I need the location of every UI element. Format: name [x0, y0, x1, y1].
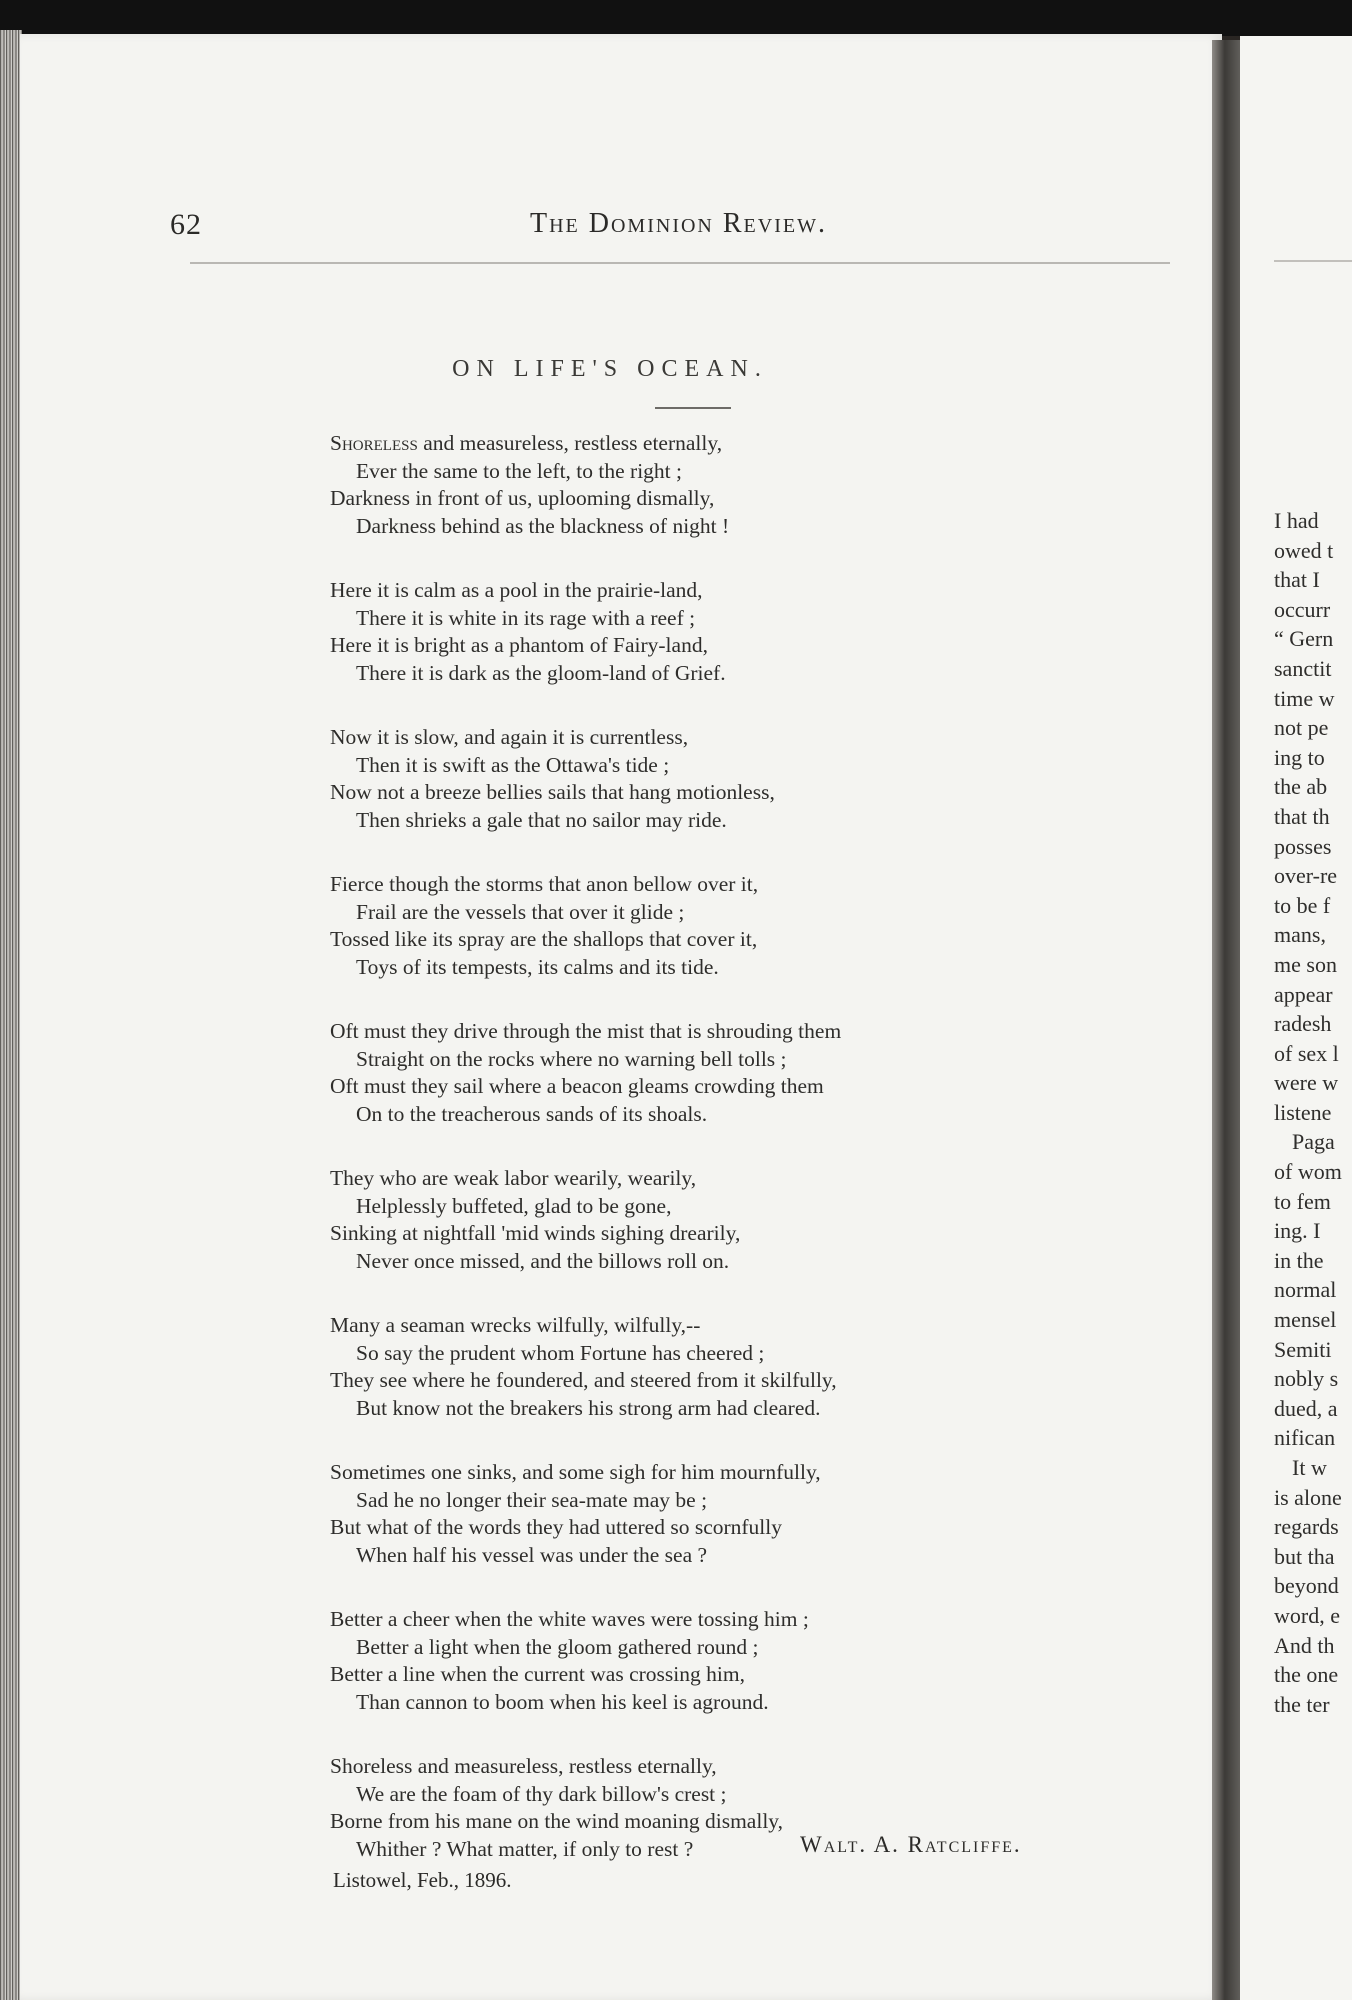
poem-line [330, 752, 1090, 780]
poem-line [330, 1514, 1090, 1542]
author-signature: Walt. A. Ratcliffe. [800, 1832, 1022, 1857]
poem-line [330, 430, 1090, 458]
small-caps-lead: Shoreless [330, 431, 418, 455]
line-text: Darkness behind as the blackness of night ! [356, 513, 730, 538]
line-text: Many a seaman wrecks wilfully, wilfully,-- [330, 1313, 701, 1337]
line-text: Toys of its tempests, its calms and its tide. [356, 954, 719, 979]
right-page-line: mensel [1274, 1307, 1337, 1333]
line-text: On to the treacherous sands of its shoals. [356, 1101, 708, 1126]
right-page-line: the ter [1274, 1691, 1330, 1717]
poem-line [330, 1367, 1090, 1395]
right-page-line: It w [1292, 1455, 1327, 1480]
header-rule [190, 262, 1170, 264]
right-page-line: appear [1274, 981, 1333, 1007]
right-page-line: of sex l [1274, 1040, 1339, 1066]
poem-line [330, 660, 1090, 688]
right-page-line: in the [1274, 1247, 1324, 1273]
line-text: Whither ? What matter, if only to rest ? [356, 1836, 694, 1861]
line-text: Fierce though the storms that anon bellow over it, [330, 872, 759, 896]
page-stack-edge [0, 30, 22, 2000]
right-page-line: posses [1274, 833, 1332, 859]
right-page-line: occurr [1274, 596, 1331, 622]
line-text: Oft must they sail where a beacon gleams crowding them [330, 1074, 824, 1098]
poem-line [330, 1634, 1090, 1662]
line-text: Never once missed, and the billows roll on. [356, 1248, 730, 1273]
stanza [330, 430, 1090, 540]
line-text: Better a line when the current was crossing him, [330, 1662, 745, 1686]
right-page-line: dued, a [1274, 1395, 1338, 1421]
poem-line [330, 1753, 1090, 1781]
right-page-line: regards [1274, 1514, 1339, 1540]
stanza [330, 1459, 1090, 1569]
poem-line [330, 779, 1090, 807]
right-page-line: the ab [1274, 774, 1328, 800]
line-text: Now not a breeze bellies sails that hang motionless, [330, 780, 775, 804]
poem-line [330, 1101, 1090, 1129]
right-page [1240, 36, 1352, 2000]
right-page-line: over-re [1274, 863, 1338, 889]
poem-line [330, 1018, 1090, 1046]
poem-title: ON LIFE'S OCEAN. [452, 356, 768, 382]
line-text: Tossed like its spray are the shallops that cover it, [330, 927, 758, 951]
right-page-line: but tha [1274, 1543, 1335, 1569]
line-text: Borne from his mane on the wind moaning dismally, [330, 1809, 784, 1833]
poem-line [330, 1542, 1090, 1570]
poem-line [330, 1689, 1090, 1717]
place-date: Listowel, Feb., 1896. [333, 1868, 512, 1892]
line-text: Then it is swift as the Ottawa's tide ; [356, 752, 670, 777]
line-text: So say the prudent whom Fortune has cheered ; [356, 1340, 765, 1365]
poem-line [330, 724, 1090, 752]
poem-line [330, 871, 1090, 899]
right-page-line: beyond [1274, 1573, 1339, 1599]
poem-line [330, 899, 1090, 927]
poem-line [330, 513, 1090, 541]
poem-line [330, 1312, 1090, 1340]
stanza [330, 724, 1090, 834]
line-text: Here it is calm as a pool in the prairie-land, [330, 578, 703, 602]
right-page-line: And th [1274, 1632, 1335, 1658]
line-text: There it is white in its rage with a reef ; [356, 605, 696, 630]
right-page-line: to fem [1274, 1188, 1331, 1214]
poem-line [330, 632, 1090, 660]
line-text: When half his vessel was under the sea ? [356, 1542, 708, 1567]
poem-line [330, 1395, 1090, 1423]
poem-line [330, 1661, 1090, 1689]
line-text: Darkness in front of us, uplooming dismally, [330, 486, 715, 510]
poem-line [330, 1340, 1090, 1368]
line-text: Straight on the rocks where no warning bell tolls ; [356, 1046, 787, 1071]
line-text: Oft must they drive through the mist that is shrouding them [330, 1019, 842, 1043]
poem-line [330, 926, 1090, 954]
right-page-line: sanctit [1274, 655, 1332, 681]
line-text: Helplessly buffeted, glad to be gone, [356, 1193, 672, 1218]
line-text: Better a cheer when the white waves were tossing him ; [330, 1607, 809, 1631]
page-header [170, 208, 1180, 248]
stanza [330, 871, 1090, 981]
line-text: Then shrieks a gale that no sailor may ride. [356, 807, 727, 832]
page-number: 62 [170, 208, 202, 241]
right-page-line: ing. I [1274, 1218, 1321, 1244]
line-text: and measureless, restless eternally, [417, 431, 723, 455]
right-page-line: owed t [1274, 537, 1334, 563]
poem-line [330, 1487, 1090, 1515]
stanza [330, 1312, 1090, 1422]
right-page-line: that th [1274, 803, 1330, 829]
stanza [330, 577, 1090, 687]
line-text: But what of the words they had uttered so scornfully [330, 1515, 783, 1539]
poem-body [330, 430, 1090, 1900]
line-text: Than cannon to boom when his keel is aground. [356, 1689, 769, 1714]
poem-line [330, 1781, 1090, 1809]
line-text: But know not the breakers his strong arm had cleared. [356, 1395, 821, 1420]
line-text: Sad he no longer their sea-mate may be ; [356, 1487, 708, 1512]
line-text: Here it is bright as a phantom of Fairy-land, [330, 633, 708, 657]
right-page-line: me son [1274, 951, 1337, 977]
poem-line [330, 954, 1090, 982]
right-page-line: the one [1274, 1662, 1339, 1688]
line-text: Shoreless and measureless, restless eternally, [330, 1754, 717, 1778]
line-text: Now it is slow, and again it is currentless, [330, 725, 689, 749]
poem-line [330, 807, 1090, 835]
poem-line [330, 1165, 1090, 1193]
poem-line [330, 1193, 1090, 1221]
poem-line [330, 458, 1090, 486]
right-page-line: word, e [1274, 1602, 1340, 1628]
running-title: The Dominion Review. [530, 208, 827, 239]
right-page-line: ing to [1274, 744, 1325, 770]
line-text: They see where he foundered, and steered from it skilfully, [330, 1368, 837, 1392]
right-page-line: radesh [1274, 1011, 1332, 1037]
line-text: We are the foam of thy dark billow's crest ; [356, 1781, 727, 1806]
right-page-line: listene [1274, 1099, 1332, 1125]
right-page-line: not pe [1274, 715, 1329, 741]
stanza [330, 1018, 1090, 1128]
right-page-line: Semiti [1274, 1336, 1332, 1362]
line-text: Sinking at nightfall 'mid winds sighing drearily, [330, 1221, 741, 1245]
right-page-line: nifican [1274, 1425, 1336, 1451]
poem-line [330, 577, 1090, 605]
line-text: They who are weak labor wearily, wearily, [330, 1166, 697, 1190]
scan-top-border [0, 0, 1352, 36]
poem-line [330, 1248, 1090, 1276]
poem-line [330, 1459, 1090, 1487]
right-page-line: is alone [1274, 1484, 1342, 1510]
poem-line [330, 1046, 1090, 1074]
poem-line [330, 485, 1090, 513]
stanza [330, 1165, 1090, 1275]
right-page-line: time w [1274, 685, 1335, 711]
right-page-text [1274, 506, 1342, 1719]
poem-line [330, 605, 1090, 633]
right-page-line: mans, [1274, 922, 1326, 948]
right-page-line: I had [1274, 508, 1319, 533]
right-page-line: Paga [1292, 1129, 1335, 1155]
poem-line [330, 1073, 1090, 1101]
line-text: Sometimes one sinks, and some sigh for him mournfully, [330, 1460, 821, 1484]
right-page-line: nobly s [1274, 1366, 1339, 1392]
right-page-header-rule [1274, 260, 1352, 262]
line-text: Frail are the vessels that over it glide ; [356, 899, 685, 924]
right-page-line: “ Gern [1274, 626, 1334, 652]
line-text: There it is dark as the gloom-land of Grief. [356, 660, 726, 685]
poem-line [330, 1606, 1090, 1634]
poem-line [330, 1220, 1090, 1248]
right-page-line: that I [1274, 567, 1320, 593]
line-text: Ever the same to the left, to the right ; [356, 458, 682, 483]
right-page-line: to be f [1274, 892, 1331, 918]
line-text: Better a light when the gloom gathered round ; [356, 1634, 759, 1659]
right-page-line: were w [1274, 1070, 1339, 1096]
right-page-line: normal [1274, 1277, 1337, 1303]
title-dash [655, 407, 731, 409]
stanza [330, 1606, 1090, 1716]
right-page-line: of wom [1274, 1159, 1342, 1185]
